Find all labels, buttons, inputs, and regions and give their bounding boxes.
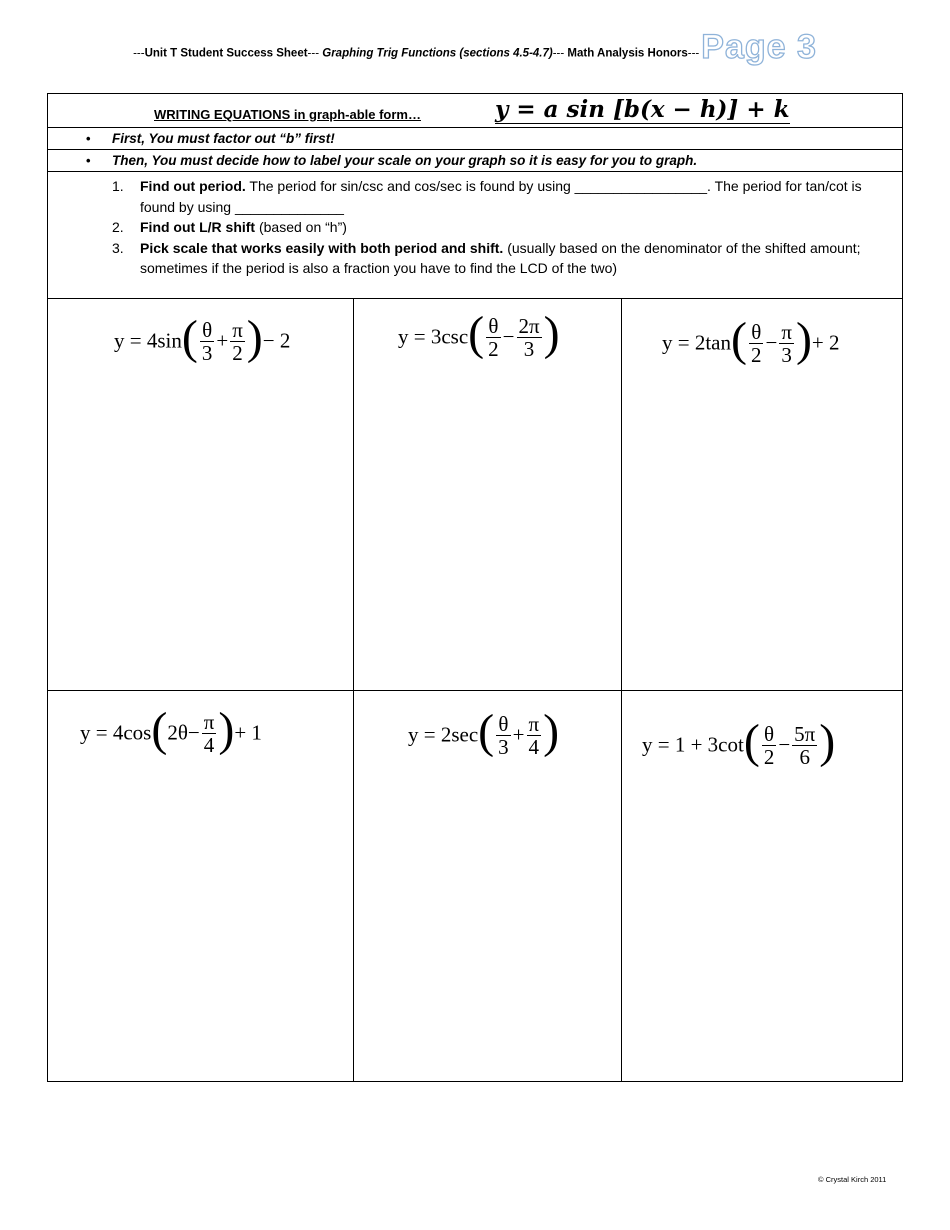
problem-cell-5 bbox=[354, 691, 622, 1081]
equation: y = 3csc( $\frac{\theta}{2}$ − $\frac{2\pi}{3}$ ) bbox=[398, 307, 560, 361]
problem-cell-3 bbox=[622, 299, 902, 691]
equation: y = 2sec( $\frac{\theta}{3}$ + $\frac{\pi}{4}$ ) bbox=[408, 705, 560, 759]
worksheet-table bbox=[47, 93, 903, 1082]
bullet-item: • First, You must factor out “b” first! bbox=[48, 128, 902, 150]
bullet-item: • Then, You must decide how to label your scale on your graph so it is easy for you to graph. bbox=[48, 150, 902, 172]
equation: y = 1 + 3cot( $\frac{\theta}{2}$ − $\frac{5\pi}{6}$ ) bbox=[642, 715, 836, 769]
equation: y = 4cos(2θ− $\frac{\pi}{4}$ )+ 1 bbox=[80, 703, 262, 757]
bullet-dot-icon: • bbox=[86, 131, 91, 146]
page-number: Page 3 bbox=[701, 28, 817, 66]
step-item: 3. Pick scale that works easily with both period and shift. (usually based on the denominator of the shifted amount; sometimes if the period is also a fraction you have to find the LCD of the two) bbox=[112, 239, 861, 276]
bullet-dot-icon: • bbox=[86, 153, 91, 168]
problem-cell-2 bbox=[354, 299, 622, 691]
equation: y = 2tan( $\frac{\theta}{2}$ − $\frac{\pi}{3}$ )+ 2 bbox=[662, 313, 840, 367]
header-text: ---Unit T Student Success Sheet--- Graphing Trig Functions (sections 4.5-4.7)--- Math Analysis Honors--- bbox=[133, 47, 700, 60]
step-item: 2. Find out L/R shift (based on “h”) bbox=[112, 219, 347, 235]
problem-cell-6 bbox=[622, 691, 902, 1081]
section-title: WRITING EQUATIONS in graph-able form… bbox=[154, 107, 421, 122]
page-header bbox=[0, 28, 950, 73]
steps-list bbox=[48, 172, 902, 299]
problem-cell-1 bbox=[48, 299, 354, 691]
problem-grid bbox=[48, 299, 902, 1081]
copyright-footer: © Crystal Kirch 2011 bbox=[818, 1175, 887, 1184]
title-row bbox=[48, 94, 902, 128]
problem-cell-4 bbox=[48, 691, 354, 1081]
step-item: 1. Find out period. The period for sin/csc and cos/sec is found by using _________________. The period for tan/cot is found by using ______________ bbox=[112, 178, 862, 215]
general-formula: y = a sin [b(x − h)] + k bbox=[495, 96, 790, 123]
equation: y = 4sin( $\frac{\theta}{3}$ + $\frac{\pi}{2}$ )− 2 bbox=[114, 311, 291, 365]
